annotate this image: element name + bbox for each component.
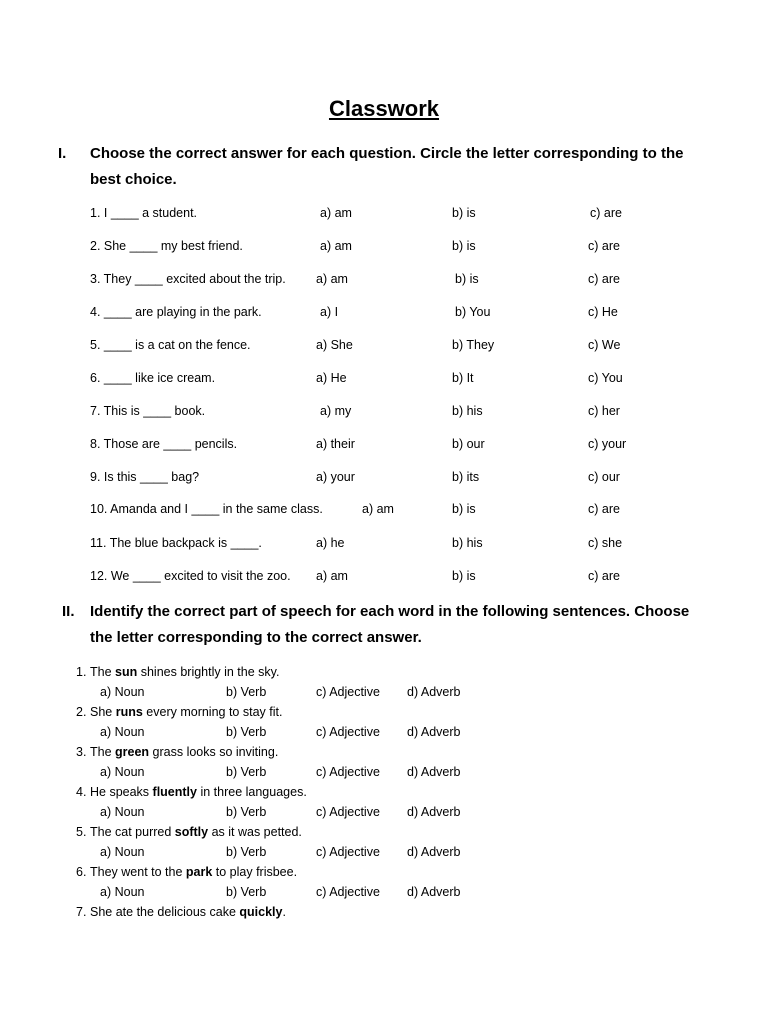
- option-b[interactable]: b) They: [452, 338, 495, 352]
- option-b[interactable]: b) its: [452, 470, 480, 484]
- page-title: Classwork: [328, 96, 440, 121]
- sentence-text: She: [90, 705, 116, 719]
- option-b[interactable]: b) Verb: [226, 725, 267, 739]
- section-1-number: I.: [58, 145, 67, 162]
- question-text: 12. We ____ excited to visit the zoo.: [90, 569, 291, 583]
- option-b[interactable]: b) Verb: [226, 805, 267, 819]
- option-b[interactable]: b) his: [452, 404, 483, 418]
- option-a[interactable]: a) Noun: [100, 725, 145, 739]
- option-b[interactable]: b) is: [452, 502, 476, 516]
- question-text: 3. They ____ excited about the trip.: [90, 272, 286, 286]
- option-d[interactable]: d) Adverb: [407, 725, 461, 739]
- option-c[interactable]: c) are: [588, 272, 620, 286]
- option-a[interactable]: a) I: [320, 305, 339, 319]
- option-d[interactable]: d) Adverb: [407, 845, 461, 859]
- question-text: 5. ____ is a cat on the fence.: [90, 338, 251, 352]
- sentence: [90, 825, 302, 839]
- option-c[interactable]: c) are: [588, 502, 620, 516]
- option-c[interactable]: c) Adjective: [316, 725, 380, 739]
- option-c[interactable]: c) He: [588, 305, 618, 319]
- question-text: 2. She ____ my best friend.: [90, 239, 243, 253]
- sentence-text: The cat purred: [90, 825, 175, 839]
- option-b[interactable]: b) his: [452, 536, 483, 550]
- option-c[interactable]: c) You: [588, 371, 623, 385]
- option-d[interactable]: d) Adverb: [407, 885, 461, 899]
- sentence-text: He speaks: [90, 785, 153, 799]
- target-word: park: [185, 865, 213, 879]
- option-d[interactable]: d) Adverb: [407, 765, 461, 779]
- item-number: 5.: [76, 825, 87, 839]
- option-d[interactable]: d) Adverb: [407, 685, 461, 699]
- sentence-text: .: [282, 905, 286, 919]
- option-b[interactable]: b) You: [455, 305, 491, 319]
- option-a[interactable]: a) am: [362, 502, 394, 516]
- option-c[interactable]: c) Adjective: [316, 885, 380, 899]
- option-a[interactable]: a) Noun: [100, 805, 145, 819]
- question-text: 11. The blue backpack is ____.: [90, 536, 262, 550]
- option-a[interactable]: a) he: [316, 536, 345, 550]
- option-b[interactable]: b) is: [452, 239, 476, 253]
- sentence: [90, 665, 279, 679]
- question-text: 1. I ____ a student.: [90, 206, 198, 220]
- option-a[interactable]: a) their: [316, 437, 355, 451]
- option-c[interactable]: c) Adjective: [316, 685, 380, 699]
- sentence-text: The: [90, 665, 116, 679]
- sentence: [90, 785, 307, 799]
- sentence-text: She ate the delicious cake: [90, 905, 240, 919]
- option-b[interactable]: b) is: [455, 272, 479, 286]
- option-a[interactable]: a) He: [316, 371, 347, 385]
- sentence-text: in three languages.: [196, 785, 307, 799]
- question-text: 9. Is this ____ bag?: [90, 470, 200, 484]
- option-a[interactable]: a) your: [316, 470, 355, 484]
- question-text: 4. ____ are playing in the park.: [90, 305, 262, 319]
- item-number: 2.: [76, 705, 87, 719]
- option-c[interactable]: c) We: [588, 338, 621, 352]
- sentence-text: The: [90, 745, 116, 759]
- sentence-text: to play frisbee.: [212, 865, 298, 879]
- option-c[interactable]: c) she: [588, 536, 623, 550]
- target-word: quickly: [239, 905, 283, 919]
- sentence: [90, 865, 297, 879]
- item-number: 3.: [76, 745, 87, 759]
- option-a[interactable]: a) am: [320, 239, 352, 253]
- target-word: runs: [115, 705, 143, 719]
- option-c[interactable]: c) your: [588, 437, 627, 451]
- option-c[interactable]: c) Adjective: [316, 805, 380, 819]
- sentence-text: grass looks so inviting.: [149, 745, 279, 759]
- option-c[interactable]: c) her: [588, 404, 620, 418]
- option-a[interactable]: a) my: [320, 404, 352, 418]
- option-b[interactable]: b) Verb: [226, 845, 267, 859]
- option-d[interactable]: d) Adverb: [407, 805, 461, 819]
- section-2-number: II.: [62, 603, 75, 620]
- sentence: [90, 905, 286, 919]
- option-c[interactable]: c) are: [590, 206, 622, 220]
- option-b[interactable]: b) is: [452, 569, 476, 583]
- option-a[interactable]: a) am: [316, 272, 348, 286]
- target-word: green: [115, 745, 150, 759]
- option-a[interactable]: a) Noun: [100, 685, 145, 699]
- sentence-text: every morning to stay fit.: [142, 705, 283, 719]
- target-word: fluently: [152, 785, 197, 799]
- option-a[interactable]: a) am: [316, 569, 348, 583]
- sentence: [90, 705, 282, 719]
- option-a[interactable]: a) Noun: [100, 885, 145, 899]
- target-word: softly: [174, 825, 209, 839]
- option-c[interactable]: c) Adjective: [316, 845, 380, 859]
- sentence-text: They went to the: [90, 865, 186, 879]
- option-c[interactable]: c) Adjective: [316, 765, 380, 779]
- option-c[interactable]: c) our: [588, 470, 620, 484]
- option-b[interactable]: b) our: [452, 437, 485, 451]
- section-1-instruction: Choose the correct answer for each question. Circle the letter corresponding to the best choice.: [90, 145, 684, 188]
- item-number: 6.: [76, 865, 87, 879]
- question-text: 8. Those are ____ pencils.: [90, 437, 238, 451]
- option-c[interactable]: c) are: [588, 239, 620, 253]
- section-2-instruction: Identify the correct part of speech for each word in the following sentences. Choose the letter corresponding to the correct answer.: [90, 603, 690, 646]
- option-b[interactable]: b) Verb: [226, 885, 267, 899]
- option-a[interactable]: a) Noun: [100, 765, 145, 779]
- sentence-text: as it was petted.: [208, 825, 302, 839]
- sentence-text: shines brightly in the sky.: [137, 665, 280, 679]
- option-b[interactable]: b) is: [452, 206, 476, 220]
- option-b[interactable]: b) It: [452, 371, 474, 385]
- option-a[interactable]: a) Noun: [100, 845, 145, 859]
- option-a[interactable]: a) She: [316, 338, 353, 352]
- question-text: 7. This is ____ book.: [90, 404, 206, 418]
- item-number: 4.: [76, 785, 87, 799]
- sentence: [90, 745, 278, 759]
- option-b[interactable]: b) Verb: [226, 685, 267, 699]
- target-word: sun: [115, 665, 138, 679]
- question-text: 10. Amanda and I ____ in the same class.: [90, 502, 323, 516]
- option-a[interactable]: a) am: [320, 206, 352, 220]
- item-number: 7.: [76, 905, 87, 919]
- item-number: 1.: [76, 665, 87, 679]
- question-text: 6. ____ like ice cream.: [90, 371, 216, 385]
- option-c[interactable]: c) are: [588, 569, 620, 583]
- option-b[interactable]: b) Verb: [226, 765, 267, 779]
